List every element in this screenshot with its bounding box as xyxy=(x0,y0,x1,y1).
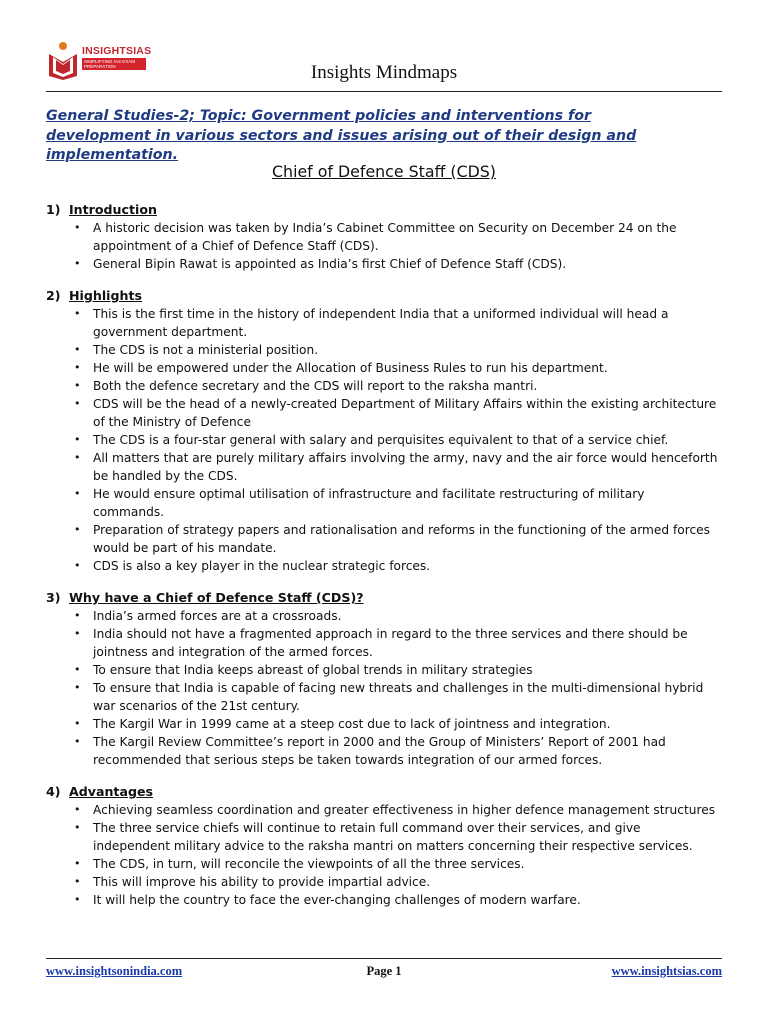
bullet-list xyxy=(46,607,718,769)
section-title: Introduction xyxy=(69,202,157,217)
section-title: Highlights xyxy=(69,288,142,303)
list-item xyxy=(46,431,718,449)
logo-name: INSIGHTSIAS xyxy=(82,45,152,57)
list-item-text: The Kargil War in 1999 came at a steep cost due to lack of jointness and integration. xyxy=(93,717,611,731)
section-number: 2) xyxy=(46,288,61,303)
bullet-icon: • xyxy=(74,307,81,320)
section xyxy=(46,201,718,273)
bullet-icon: • xyxy=(74,875,81,888)
section-number: 3) xyxy=(46,590,61,605)
bullet-icon: • xyxy=(74,361,81,374)
header-divider xyxy=(46,91,722,92)
list-item xyxy=(46,661,718,679)
list-item-text: The CDS is a four-star general with salary and perquisites equivalent to that of a service chief. xyxy=(93,433,669,447)
list-item xyxy=(46,305,718,341)
bullet-list xyxy=(46,801,718,909)
bullet-list xyxy=(46,305,718,575)
section-number: 4) xyxy=(46,784,61,799)
list-item xyxy=(46,341,718,359)
bullet-list xyxy=(46,219,718,273)
list-item-text: To ensure that India keeps abreast of global trends in military strategies xyxy=(93,663,533,677)
section-title: Advantages xyxy=(69,784,154,799)
list-item xyxy=(46,449,718,485)
list-item xyxy=(46,485,718,521)
list-item xyxy=(46,255,718,273)
bullet-icon: • xyxy=(74,343,81,356)
bullet-icon: • xyxy=(74,821,81,834)
list-item-text: The Kargil Review Committee’s report in 2000 and the Group of Ministers’ Report of 2001 had recommended that serious steps be taken towards integration of our armed forces. xyxy=(93,735,666,767)
list-item xyxy=(46,715,718,733)
bullet-icon: • xyxy=(74,221,81,234)
section-number: 1) xyxy=(46,202,61,217)
bullet-icon: • xyxy=(74,523,81,536)
list-item xyxy=(46,377,718,395)
list-item xyxy=(46,219,718,255)
list-item-text: Preparation of strategy papers and rationalisation and reforms in the functioning of the armed forces would be part of his mandate. xyxy=(93,523,711,555)
bullet-icon: • xyxy=(74,857,81,870)
section-title: Why have a Chief of Defence Staff (CDS)? xyxy=(69,590,364,605)
document-title: Chief of Defence Staff (CDS) xyxy=(272,162,496,181)
list-item xyxy=(46,625,718,661)
list-item xyxy=(46,873,718,891)
bullet-icon: • xyxy=(74,627,81,640)
list-item xyxy=(46,819,718,855)
section-heading xyxy=(46,589,718,607)
list-item-text: This will improve his ability to provide impartial advice. xyxy=(93,875,431,889)
bullet-icon: • xyxy=(74,663,81,676)
list-item xyxy=(46,801,718,819)
list-item-text: Both the defence secretary and the CDS will report to the raksha mantri. xyxy=(93,379,538,393)
list-item-text: He will be empowered under the Allocation of Business Rules to run his department. xyxy=(93,361,608,375)
bullet-icon: • xyxy=(74,735,81,748)
section xyxy=(46,287,718,575)
footer-divider xyxy=(46,958,722,959)
page-number: Page 1 xyxy=(366,964,402,978)
page-footer xyxy=(46,958,722,988)
page-header xyxy=(46,36,722,92)
bullet-icon: • xyxy=(74,803,81,816)
bullet-icon: • xyxy=(74,451,81,464)
bullet-icon: • xyxy=(74,893,81,906)
section-heading xyxy=(46,287,718,305)
list-item xyxy=(46,521,718,557)
section-heading xyxy=(46,201,718,219)
bullet-icon: • xyxy=(74,379,81,392)
list-item-text: Achieving seamless coordination and greater effectiveness in higher defence management structures xyxy=(93,803,716,817)
list-item-text: It will help the country to face the ever-changing challenges of modern warfare. xyxy=(93,893,581,907)
list-item-text: The CDS, in turn, will reconcile the viewpoints of all the three services. xyxy=(93,857,525,871)
list-item-text: CDS will be the head of a newly-created Department of Military Affairs within the existing architecture of the Ministry of Defence xyxy=(93,397,717,429)
list-item-text: This is the first time in the history of independent India that a uniformed individual will head a government department. xyxy=(93,307,669,339)
list-item xyxy=(46,395,718,431)
list-item xyxy=(46,607,718,625)
list-item-text: General Bipin Rawat is appointed as India’s first Chief of Defence Staff (CDS). xyxy=(93,257,567,271)
bullet-icon: • xyxy=(74,717,81,730)
bullet-icon: • xyxy=(74,433,81,446)
section-heading xyxy=(46,783,718,801)
list-item-text: The three service chiefs will continue to retain full command over their services, and give independent military advice to the raksha mantri on matters concerning their respective services. xyxy=(93,821,693,853)
list-item-text: CDS is also a key player in the nuclear strategic forces. xyxy=(93,559,431,573)
list-item xyxy=(46,359,718,377)
logo-tagline: SIMPLIFYING IAS EXAM PREPARATION xyxy=(82,58,146,70)
bullet-icon: • xyxy=(74,681,81,694)
list-item-text: India’s armed forces are at a crossroads. xyxy=(93,609,342,623)
list-item xyxy=(46,557,718,575)
list-item xyxy=(46,891,718,909)
list-item-text: All matters that are purely military affairs involving the army, navy and the air force would henceforth be handled by the CDS. xyxy=(93,451,718,483)
list-item xyxy=(46,855,718,873)
document-body xyxy=(46,201,718,923)
list-item-text: A historic decision was taken by India’s Cabinet Committee on Security on December 24 on the appointment of a Chief of Defence Staff (CDS). xyxy=(93,221,677,253)
insightsias-link[interactable]: www.insightsias.com xyxy=(611,964,722,978)
bullet-icon: • xyxy=(74,559,81,572)
section xyxy=(46,589,718,769)
header-title: Insights Mindmaps xyxy=(310,62,458,83)
topic-heading: General Studies-2; Topic: Government policies and interventions for development in various sectors and issues arising out of their design and implementation. xyxy=(46,108,637,163)
bullet-icon: • xyxy=(74,487,81,500)
list-item-text: The CDS is not a ministerial position. xyxy=(93,343,319,357)
insightsonindia-link[interactable]: www.insightsonindia.com xyxy=(46,964,183,978)
list-item xyxy=(46,679,718,715)
bullet-icon: • xyxy=(74,609,81,622)
section xyxy=(46,783,718,909)
bullet-icon: • xyxy=(74,257,81,270)
list-item-text: To ensure that India is capable of facing new threats and challenges in the multi-dimensional hybrid war scenarios of the 21st century. xyxy=(93,681,704,713)
bullet-icon: • xyxy=(74,397,81,410)
list-item xyxy=(46,733,718,769)
list-item-text: India should not have a fragmented approach in regard to the three services and there should be jointness and integration of the armed forces. xyxy=(93,627,688,659)
list-item-text: He would ensure optimal utilisation of infrastructure and facilitate restructuring of military commands. xyxy=(93,487,645,519)
